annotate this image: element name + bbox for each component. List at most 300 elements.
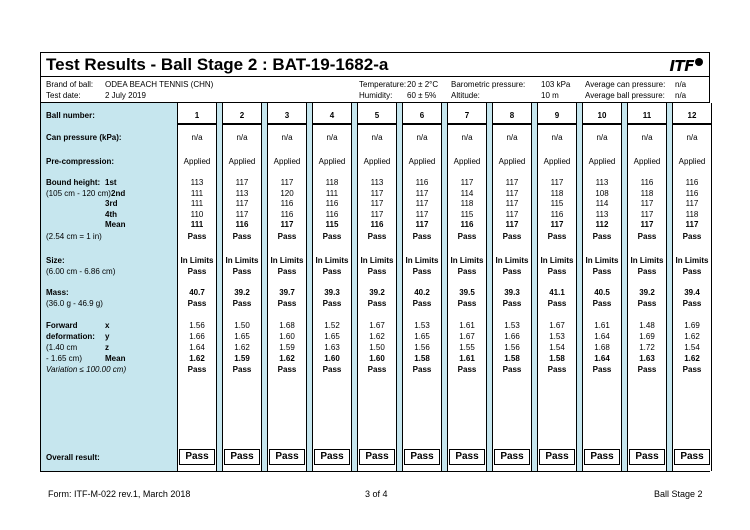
size-value: In Limits — [270, 256, 304, 265]
deformation-y: 1.67 — [459, 332, 475, 341]
humidity-label: Humidity: — [359, 91, 393, 100]
mass-value: 39.2 — [234, 288, 250, 297]
bound-mean: 116 — [460, 220, 474, 229]
overall-result-box: Pass — [449, 449, 485, 465]
deformation-result: Pass — [502, 365, 522, 374]
deformation-z: 1.54 — [549, 343, 565, 352]
ball-number: 4 — [329, 111, 335, 120]
header-divider — [223, 123, 261, 125]
deformation-z: 1.55 — [459, 343, 475, 352]
size-result: Pass — [637, 267, 657, 276]
bound-1st: 117 — [460, 178, 474, 187]
bound-1st: 116 — [685, 178, 699, 187]
bound-2nd: 111 — [325, 189, 339, 198]
deformation-y: 1.64 — [594, 332, 610, 341]
label-size: Size: — [46, 256, 65, 265]
bound-mean: 117 — [640, 220, 654, 229]
bound-result: Pass — [322, 232, 342, 241]
mass-result: Pass — [682, 299, 702, 308]
size-result: Pass — [412, 267, 432, 276]
label-bound-3rd: 3rd — [105, 199, 118, 208]
bound-3rd: 114 — [595, 199, 609, 208]
ball-column — [627, 103, 667, 471]
brand-label: Brand of ball: — [46, 80, 94, 89]
humidity-value: 60 ± 5% — [407, 91, 437, 100]
bound-1st: 117 — [550, 178, 564, 187]
bound-4th: 110 — [190, 210, 204, 219]
bound-2nd: 118 — [550, 189, 564, 198]
header-divider — [673, 123, 711, 125]
ball-column — [267, 103, 307, 471]
can-pressure: n/a — [641, 133, 653, 142]
title-bar — [41, 53, 709, 77]
bound-3rd: 115 — [550, 199, 564, 208]
can-pressure: n/a — [416, 133, 428, 142]
bound-result: Pass — [547, 232, 567, 241]
can-pressure: n/a — [326, 133, 338, 142]
size-value: In Limits — [360, 256, 394, 265]
precompression: Applied — [408, 157, 436, 166]
label-def-x: x — [105, 321, 110, 330]
size-result: Pass — [277, 267, 297, 276]
label-ball-number: Ball number: — [46, 111, 95, 120]
bound-3rd: 117 — [370, 199, 384, 208]
bound-4th: 117 — [640, 210, 654, 219]
deformation-result: Pass — [187, 365, 207, 374]
mass-value: 39.3 — [504, 288, 520, 297]
bound-3rd: 117 — [685, 199, 699, 208]
precompression: Applied — [183, 157, 211, 166]
bound-result: Pass — [277, 232, 297, 241]
can-pressure: n/a — [371, 133, 383, 142]
deformation-z: 1.56 — [504, 343, 520, 352]
deformation-result: Pass — [367, 365, 387, 374]
mass-result: Pass — [547, 299, 567, 308]
bound-result: Pass — [412, 232, 432, 241]
deformation-x: 1.56 — [189, 321, 205, 330]
bound-2nd: 118 — [640, 189, 654, 198]
bound-mean: 117 — [550, 220, 564, 229]
precompression: Applied — [678, 157, 706, 166]
bound-mean: 116 — [370, 220, 384, 229]
header-divider — [493, 123, 531, 125]
mass-result: Pass — [502, 299, 522, 308]
header-divider — [358, 123, 396, 125]
altitude-value: 10 m — [541, 91, 559, 100]
date-value: 2 July 2019 — [105, 91, 146, 100]
overall-result-box: Pass — [404, 449, 440, 465]
deformation-x: 1.67 — [369, 321, 385, 330]
overall-result-box: Pass — [269, 449, 305, 465]
precompression: Applied — [363, 157, 391, 166]
altitude-label: Altitude: — [451, 91, 480, 100]
ball-column — [357, 103, 397, 471]
size-value: In Limits — [315, 256, 349, 265]
precompression: Applied — [498, 157, 526, 166]
size-value: In Limits — [180, 256, 214, 265]
overall-result-box: Pass — [539, 449, 575, 465]
ball-column — [537, 103, 577, 471]
deformation-y: 1.65 — [324, 332, 340, 341]
can-pressure: n/a — [686, 133, 698, 142]
barometric-value: 103 kPa — [541, 80, 571, 89]
bound-1st: 113 — [595, 178, 609, 187]
deformation-z: 1.56 — [414, 343, 430, 352]
precompression: Applied — [453, 157, 481, 166]
deformation-y: 1.66 — [189, 332, 205, 341]
test-info — [41, 77, 709, 103]
ball-number: 9 — [554, 111, 560, 120]
temperature-value: 20 ± 2°C — [407, 80, 439, 89]
bound-result: Pass — [187, 232, 207, 241]
ball-pressure-label: Average ball pressure: — [585, 91, 665, 100]
deformation-mean: 1.59 — [234, 354, 250, 363]
header-divider — [448, 123, 486, 125]
bound-4th: 117 — [415, 210, 429, 219]
deformation-result: Pass — [322, 365, 342, 374]
deformation-mean: 1.62 — [684, 354, 700, 363]
mass-result: Pass — [232, 299, 252, 308]
mass-result: Pass — [367, 299, 387, 308]
bound-4th: 117 — [505, 210, 519, 219]
deformation-x: 1.53 — [414, 321, 430, 330]
bound-mean: 117 — [415, 220, 429, 229]
label-can-pressure: Can pressure (kPa): — [46, 133, 122, 142]
bound-result: Pass — [457, 232, 477, 241]
bound-1st: 117 — [280, 178, 294, 187]
header-divider — [313, 123, 351, 125]
ball-number: 1 — [194, 111, 200, 120]
bound-1st: 117 — [505, 178, 519, 187]
deformation-y: 1.69 — [639, 332, 655, 341]
mass-result: Pass — [457, 299, 477, 308]
deformation-result: Pass — [457, 365, 477, 374]
ball-number: 7 — [464, 111, 470, 120]
tennis-ball-icon — [695, 58, 703, 66]
can-pressure: n/a — [551, 133, 563, 142]
deformation-result: Pass — [412, 365, 432, 374]
deformation-result: Pass — [592, 365, 612, 374]
deformation-mean: 1.58 — [549, 354, 565, 363]
bound-4th: 117 — [235, 210, 249, 219]
size-result: Pass — [322, 267, 342, 276]
bound-mean: 117 — [280, 220, 294, 229]
ball-number: 11 — [642, 111, 652, 120]
bound-mean: 115 — [325, 220, 339, 229]
bound-mean: 117 — [685, 220, 699, 229]
header-divider — [538, 123, 576, 125]
label-forward: Forward — [46, 321, 78, 330]
bound-2nd: 111 — [190, 189, 204, 198]
page-title: Test Results - Ball Stage 2 : BAT-19-1682-a — [46, 55, 389, 74]
mass-result: Pass — [187, 299, 207, 308]
deformation-x: 1.48 — [639, 321, 655, 330]
mass-value: 41.1 — [549, 288, 565, 297]
mass-value: 39.2 — [369, 288, 385, 297]
label-precompression: Pre-compression: — [46, 157, 115, 166]
mass-value: 40.7 — [189, 288, 205, 297]
bound-result: Pass — [637, 232, 657, 241]
overall-result-box: Pass — [359, 449, 395, 465]
results-sheet — [40, 52, 710, 472]
bound-3rd: 117 — [640, 199, 654, 208]
bound-result: Pass — [502, 232, 522, 241]
deformation-z: 1.63 — [324, 343, 340, 352]
mass-value: 40.2 — [414, 288, 430, 297]
deformation-z: 1.68 — [594, 343, 610, 352]
mass-value: 39.3 — [324, 288, 340, 297]
can-pressure: n/a — [236, 133, 248, 142]
deformation-x: 1.52 — [324, 321, 340, 330]
ball-number: 12 — [687, 111, 697, 120]
bound-1st: 118 — [325, 178, 339, 187]
overall-result-box: Pass — [674, 449, 710, 465]
label-conversion: (2.54 cm = 1 in) — [46, 232, 102, 241]
deformation-y: 1.62 — [369, 332, 385, 341]
bound-mean: 116 — [235, 220, 249, 229]
deformation-x: 1.53 — [504, 321, 520, 330]
deformation-mean: 1.60 — [324, 354, 340, 363]
deformation-mean: 1.62 — [189, 354, 205, 363]
size-value: In Limits — [585, 256, 619, 265]
deformation-x: 1.61 — [459, 321, 475, 330]
precompression: Applied — [633, 157, 661, 166]
footer-form: Form: ITF-M-022 rev.1, March 2018 — [48, 489, 191, 499]
deformation-y: 1.53 — [549, 332, 565, 341]
bound-4th: 117 — [370, 210, 384, 219]
label-bound-height: Bound height: — [46, 178, 101, 187]
label-overall-result: Overall result: — [46, 453, 100, 462]
bound-result: Pass — [367, 232, 387, 241]
size-value: In Limits — [225, 256, 259, 265]
footer-page-number: 3 of 4 — [365, 489, 388, 499]
bound-result: Pass — [682, 232, 702, 241]
deformation-y: 1.60 — [279, 332, 295, 341]
can-pressure-value: n/a — [675, 80, 687, 89]
ball-number: 8 — [509, 111, 515, 120]
bound-2nd: 114 — [460, 189, 474, 198]
can-pressure: n/a — [596, 133, 608, 142]
mass-result: Pass — [322, 299, 342, 308]
ball-column — [447, 103, 487, 471]
bound-4th: 116 — [550, 210, 564, 219]
deformation-result: Pass — [547, 365, 567, 374]
deformation-y: 1.65 — [414, 332, 430, 341]
bound-2nd: 113 — [235, 189, 249, 198]
bound-2nd: 116 — [685, 189, 699, 198]
label-def-y: y — [105, 332, 110, 341]
size-result: Pass — [592, 267, 612, 276]
overall-result-box: Pass — [629, 449, 665, 465]
ball-column — [402, 103, 442, 471]
ball-column — [492, 103, 532, 471]
deformation-result: Pass — [682, 365, 702, 374]
bound-1st: 116 — [640, 178, 654, 187]
bound-4th: 115 — [460, 210, 474, 219]
label-bound-range: (105 cm - 120 cm) — [46, 189, 111, 198]
mass-value: 39.4 — [684, 288, 700, 297]
deformation-y: 1.66 — [504, 332, 520, 341]
mass-result: Pass — [277, 299, 297, 308]
ball-pressure-value: n/a — [675, 91, 687, 100]
deformation-mean: 1.61 — [459, 354, 475, 363]
ball-number: 2 — [239, 111, 245, 120]
bound-2nd: 117 — [415, 189, 429, 198]
ball-number: 5 — [374, 111, 380, 120]
deformation-mean: 1.62 — [279, 354, 295, 363]
label-deformation: deformation: — [46, 332, 95, 341]
ball-number: 3 — [284, 111, 290, 120]
mass-result: Pass — [412, 299, 432, 308]
ball-column — [672, 103, 712, 471]
size-value: In Limits — [450, 256, 484, 265]
precompression: Applied — [543, 157, 571, 166]
label-mass-range: (36.0 g - 46.9 g) — [46, 299, 103, 308]
deformation-z: 1.62 — [234, 343, 250, 352]
bound-1st: 113 — [370, 178, 384, 187]
deformation-x: 1.68 — [279, 321, 295, 330]
deformation-result: Pass — [277, 365, 297, 374]
bound-4th: 113 — [595, 210, 609, 219]
can-pressure: n/a — [281, 133, 293, 142]
bound-mean: 117 — [505, 220, 519, 229]
bound-3rd: 117 — [415, 199, 429, 208]
bound-result: Pass — [232, 232, 252, 241]
header-divider — [403, 123, 441, 125]
overall-result-box: Pass — [584, 449, 620, 465]
label-bound-1st: 1st — [105, 178, 117, 187]
deformation-z: 1.50 — [369, 343, 385, 352]
deformation-z: 1.59 — [279, 343, 295, 352]
deformation-mean: 1.64 — [594, 354, 610, 363]
mass-value: 39.2 — [639, 288, 655, 297]
size-result: Pass — [547, 267, 567, 276]
mass-result: Pass — [637, 299, 657, 308]
deformation-x: 1.69 — [684, 321, 700, 330]
size-value: In Limits — [540, 256, 574, 265]
deformation-result: Pass — [637, 365, 657, 374]
bound-3rd: 117 — [235, 199, 249, 208]
overall-result-box: Pass — [494, 449, 530, 465]
can-pressure: n/a — [461, 133, 473, 142]
overall-result-box: Pass — [314, 449, 350, 465]
brand-value: ODEA BEACH TENNIS (CHN) — [105, 80, 214, 89]
deformation-mean: 1.63 — [639, 354, 655, 363]
size-result: Pass — [502, 267, 522, 276]
deformation-x: 1.67 — [549, 321, 565, 330]
bound-2nd: 108 — [595, 189, 609, 198]
mass-value: 39.7 — [279, 288, 295, 297]
bound-4th: 118 — [685, 210, 699, 219]
deformation-x: 1.50 — [234, 321, 250, 330]
size-result: Pass — [232, 267, 252, 276]
label-bound-4th: 4th — [105, 210, 117, 219]
bound-2nd: 120 — [280, 189, 294, 198]
bound-result: Pass — [592, 232, 612, 241]
size-result: Pass — [457, 267, 477, 276]
can-pressure: n/a — [191, 133, 203, 142]
precompression: Applied — [588, 157, 616, 166]
size-value: In Limits — [495, 256, 529, 265]
deformation-z: 1.54 — [684, 343, 700, 352]
deformation-mean: 1.58 — [504, 354, 520, 363]
size-value: In Limits — [675, 256, 709, 265]
label-size-range: (6.00 cm - 6.86 cm) — [46, 267, 116, 276]
precompression: Applied — [273, 157, 301, 166]
bound-1st: 117 — [235, 178, 249, 187]
bound-2nd: 117 — [505, 189, 519, 198]
label-bound-2nd: 2nd — [111, 189, 126, 198]
bound-2nd: 117 — [370, 189, 384, 198]
label-bound-mean: Mean — [105, 220, 126, 229]
label-variation: Variation ≤ 100.00 cm) — [46, 365, 127, 374]
date-label: Test date: — [46, 91, 81, 100]
bound-1st: 113 — [190, 178, 204, 187]
label-def-range-2: - 1.65 cm) — [46, 354, 83, 363]
label-def-range-1: (1.40 cm — [46, 343, 78, 352]
bound-3rd: 118 — [460, 199, 474, 208]
mass-value: 39.5 — [459, 288, 475, 297]
label-def-mean: Mean — [105, 354, 126, 363]
deformation-result: Pass — [232, 365, 252, 374]
deformation-y: 1.65 — [234, 332, 250, 341]
temperature-label: Temperature: — [359, 80, 407, 89]
deformation-z: 1.64 — [189, 343, 205, 352]
bound-4th: 116 — [325, 210, 339, 219]
header-divider — [583, 123, 621, 125]
deformation-x: 1.61 — [594, 321, 610, 330]
can-pressure-label: Average can pressure: — [585, 80, 666, 89]
barometric-label: Barometric pressure: — [451, 80, 526, 89]
itf-logo — [669, 57, 703, 75]
bound-4th: 116 — [280, 210, 294, 219]
label-def-z: z — [105, 343, 109, 352]
size-result: Pass — [367, 267, 387, 276]
mass-value: 40.5 — [594, 288, 610, 297]
deformation-y: 1.62 — [684, 332, 700, 341]
size-value: In Limits — [630, 256, 664, 265]
overall-result-box: Pass — [179, 449, 215, 465]
can-pressure: n/a — [506, 133, 518, 142]
bound-mean: 111 — [190, 220, 204, 229]
deformation-z: 1.72 — [639, 343, 655, 352]
ball-number: 6 — [419, 111, 425, 120]
logo-text: ITF — [669, 57, 694, 75]
bound-3rd: 117 — [505, 199, 519, 208]
mass-result: Pass — [592, 299, 612, 308]
bound-mean: 112 — [595, 220, 609, 229]
header-divider — [268, 123, 306, 125]
header-divider — [178, 123, 216, 125]
ball-column — [222, 103, 262, 471]
ball-column — [312, 103, 352, 471]
size-value: In Limits — [405, 256, 439, 265]
ball-number: 10 — [597, 111, 607, 120]
bound-3rd: 111 — [190, 199, 204, 208]
size-result: Pass — [187, 267, 207, 276]
footer-section: Ball Stage 2 — [654, 489, 703, 499]
label-mass: Mass: — [46, 288, 69, 297]
bound-3rd: 116 — [325, 199, 339, 208]
deformation-mean: 1.58 — [414, 354, 430, 363]
bound-3rd: 116 — [280, 199, 294, 208]
bound-1st: 116 — [415, 178, 429, 187]
row-labels — [41, 103, 177, 471]
deformation-mean: 1.60 — [369, 354, 385, 363]
size-result: Pass — [682, 267, 702, 276]
ball-column — [177, 103, 217, 471]
precompression: Applied — [228, 157, 256, 166]
